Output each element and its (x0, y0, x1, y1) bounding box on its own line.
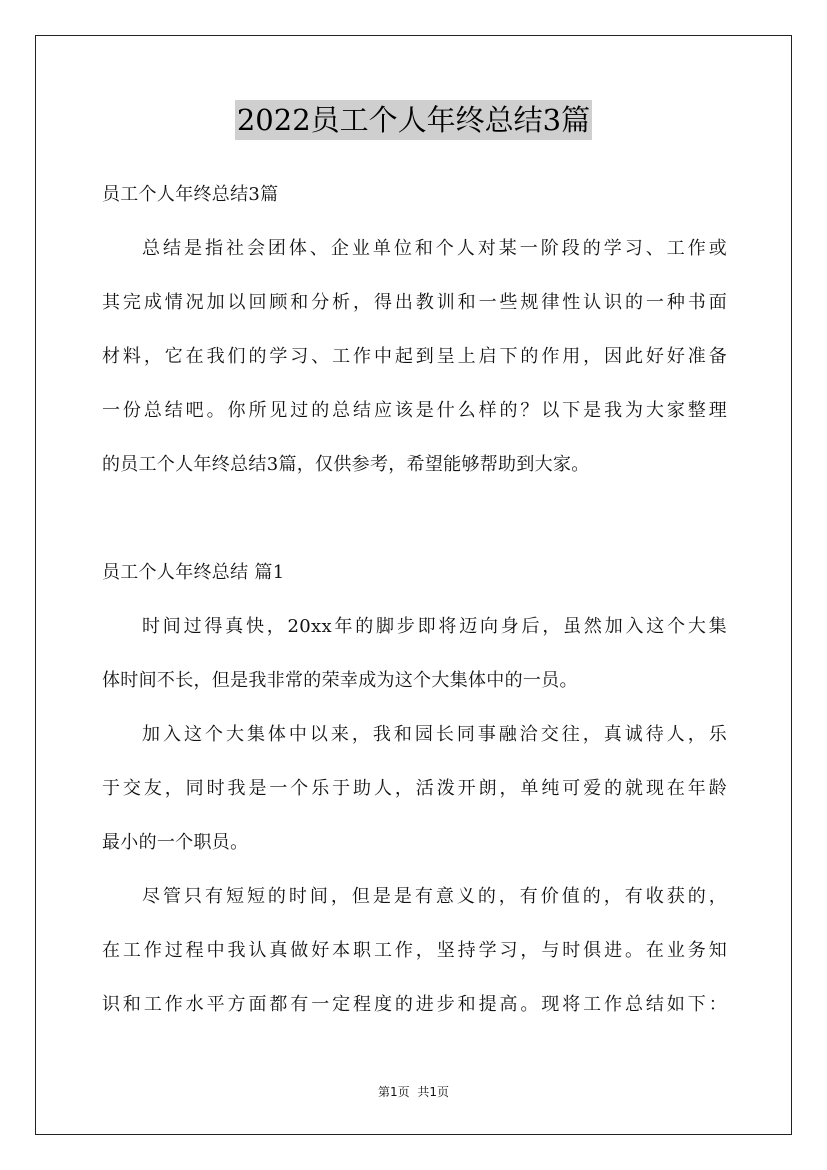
paragraph-line: 于交友，同时我是一个乐于助人，活泼开朗，单纯可爱的就现在年龄 (102, 778, 727, 799)
paragraph-line: 尽管只有短短的时间，但是是有意义的，有价值的，有收获的， (142, 886, 727, 907)
document-title: 2022员工个人年终总结3篇 (235, 100, 592, 140)
section-heading: 员工个人年终总结 篇1 (102, 562, 285, 583)
document-body (102, 168, 727, 1032)
paragraph-2 (102, 708, 727, 870)
paragraph-line: 总结是指社会团体、企业单位和个人对某一阶段的学习、工作或 (142, 238, 727, 259)
paragraph-line: 加入这个大集体中以来，我和园长同事融洽交往，真诚待人，乐 (142, 724, 727, 745)
paragraph-line: 一份总结吧。你所见过的总结应该是什么样的？以下是我为大家整理 (102, 400, 727, 421)
blank-line (102, 492, 727, 546)
paragraph-3 (102, 870, 727, 1032)
intro-paragraph (102, 222, 727, 492)
page-footer: 第1页 共1页 (377, 1085, 450, 1099)
paragraph-line: 材料，它在我们的学习、工作中起到呈上启下的作用，因此好好准备 (102, 346, 727, 367)
paragraph-line: 在工作过程中我认真做好本职工作，坚持学习，与时俱进。在业务知 (102, 940, 727, 961)
paragraph-1 (102, 600, 727, 708)
paragraph-line: 其完成情况加以回顾和分析，得出教训和一些规律性认识的一种书面 (102, 292, 727, 313)
paragraph-line: 时间过得真快，20xx年的脚步即将迈向身后，虽然加入这个大集 (142, 616, 727, 637)
paragraph-line: 的员工个人年终总结3篇，仅供参考，希望能够帮助到大家。 (102, 454, 590, 475)
paragraph-line: 识和工作水平方面都有一定程度的进步和提高。现将工作总结如下： (102, 994, 727, 1015)
paragraph-line: 最小的一个职员。 (102, 832, 249, 853)
title-container (0, 100, 827, 140)
paragraph-line: 体时间不长，但是我非常的荣幸成为这个大集体中的一员。 (102, 670, 578, 691)
subtitle: 员工个人年终总结3篇 (102, 184, 279, 205)
